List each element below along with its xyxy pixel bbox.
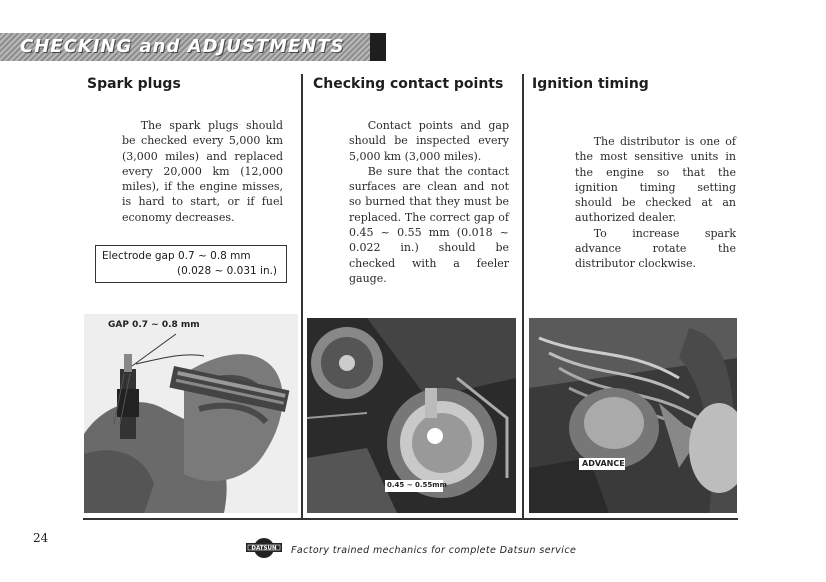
footer-tagline: Factory trained mechanics for complete Datsun service	[291, 545, 577, 556]
paragraph: To increase spark advance rotate the distributor clockwise.	[575, 226, 736, 271]
ignition-photo	[529, 318, 737, 513]
banner-block	[370, 33, 386, 61]
section-title: CHECKING and ADJUSTMENTS	[20, 36, 345, 57]
heading-ignition-timing: Ignition timing	[532, 76, 649, 92]
electrode-gap-box	[95, 245, 287, 283]
datsun-logo	[246, 537, 282, 559]
paragraph: Contact points and gap should be inspected every 5,000 km (3,000 miles).	[349, 119, 509, 163]
spark-plugs-text	[122, 118, 283, 225]
paragraph: Be sure that the contact surfaces are clean and not so burned that they must be replaced. The correct gap of 0.45 ~ 0.55 mm (0.018 ~ 0.022 in.) should be checked with a feeler gauge.	[349, 164, 509, 285]
gap-label: GAP 0.7 ~ 0.8 mm	[108, 320, 200, 330]
paragraph: The spark plugs should be checked every 5,000 km (3,000 miles) and replaced every 20,000 km (12,000 miles), if the engine misses, is hard to start, or if fuel economy decreases.	[122, 119, 283, 224]
electrode-gap-mm: Electrode gap 0.7 ~ 0.8 mm	[102, 250, 251, 262]
ignition-timing-text	[575, 134, 736, 272]
contact-points-text	[349, 118, 509, 286]
column-divider-2	[522, 74, 524, 518]
spark-plug-photo	[84, 314, 298, 513]
page-number: 24	[33, 531, 49, 545]
gap-label: 0.45 ~ 0.55mm	[387, 481, 447, 489]
heading-contact-points: Checking contact points	[313, 76, 504, 92]
advance-label: ADVANCE	[582, 459, 625, 468]
logo-text: DATSUN	[251, 545, 277, 552]
column-divider-1	[301, 74, 303, 518]
distributor-photo	[307, 318, 516, 513]
heading-spark-plugs: Spark plugs	[87, 76, 181, 92]
bottom-rule	[83, 518, 738, 520]
paragraph: The distributor is one of the most sensitive units in the engine so that the ignition timing setting should be checked at an authorized dealer.	[575, 135, 736, 225]
electrode-gap-in: (0.028 ~ 0.031 in.)	[177, 265, 278, 277]
section-banner	[0, 33, 386, 61]
